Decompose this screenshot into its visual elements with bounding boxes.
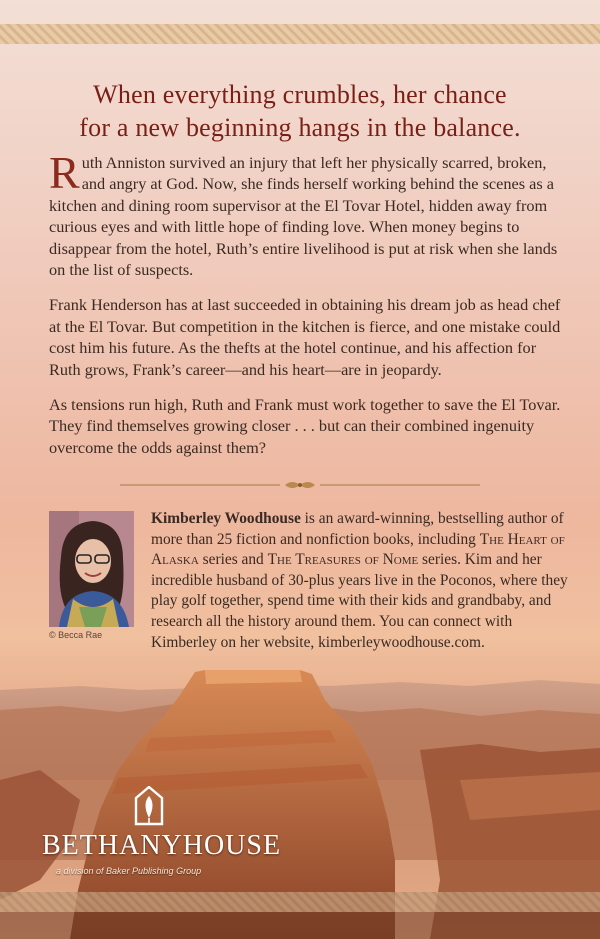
synopsis bbox=[49, 147, 561, 472]
headline-line-2: for a new beginning hangs in the balance. bbox=[79, 113, 521, 142]
synopsis-paragraph-1 bbox=[49, 147, 561, 280]
tagline-headline bbox=[0, 78, 600, 144]
author-bio bbox=[151, 509, 571, 653]
house-logo-icon bbox=[134, 786, 164, 826]
drop-cap: R bbox=[49, 147, 80, 198]
publisher-logo bbox=[42, 786, 282, 886]
headline-line-1: When everything crumbles, her chance bbox=[93, 80, 507, 109]
decorative-band-top bbox=[0, 24, 600, 44]
publisher-name: BETHANYHOUSE bbox=[42, 830, 282, 861]
series-title-2: The Treasures of Nome bbox=[267, 551, 419, 569]
decorative-band-bottom bbox=[0, 892, 600, 912]
synopsis-paragraph-2: Frank Henderson has at last succeeded in obtaining his dream job as head chef at the El Tovar. But competition in the kitchen is fierce, and one mistake could cost him his future. As the thefts at the hotel continue, and his affection for Ruth grows, Frank’s career—and his heart—are in jeopardy. bbox=[49, 295, 561, 379]
synopsis-paragraph-1-text: uth Anniston survived an injury that left her physically scarred, broken, and angry at God. Now, she finds herself working behind the scenes as a kitchen and dining room supervisor at the El Tovar Hotel, hidden away from curious eyes and with little hope of finding love. When money begins to disappear from the hotel, Ruth’s entire livelihood is put at risk when she lands on the list of suspects. bbox=[49, 153, 558, 280]
publisher-tagline: a division of Baker Publishing Group bbox=[56, 866, 202, 876]
photo-credit: © Becca Rae bbox=[49, 630, 103, 640]
bio-text-1: is an award-winning, bestselling author of more than 25 fiction and nonfiction books, including bbox=[151, 510, 564, 548]
synopsis-paragraph-3: As tensions run high, Ruth and Frank must work together to save the El Tovar. They find themselves growing closer . . . but can their combined ingenuity overcome the odds against them? bbox=[49, 395, 561, 457]
author-name: Kimberley Woodhouse bbox=[151, 510, 301, 527]
ornamental-divider bbox=[120, 478, 480, 492]
bio-text-3: series. Kim and her incredible husband of 30-plus years live in the Poconos, where they play golf together, spend time with their kids and grandbaby, and research all the history around them. You can connect with Kimberley on her website, kimberleywoodhouse.com. bbox=[151, 551, 568, 651]
author-photo bbox=[49, 511, 134, 627]
series-title-1: The Heart of Alaska bbox=[151, 530, 565, 569]
bio-text-2: series and bbox=[198, 551, 268, 569]
